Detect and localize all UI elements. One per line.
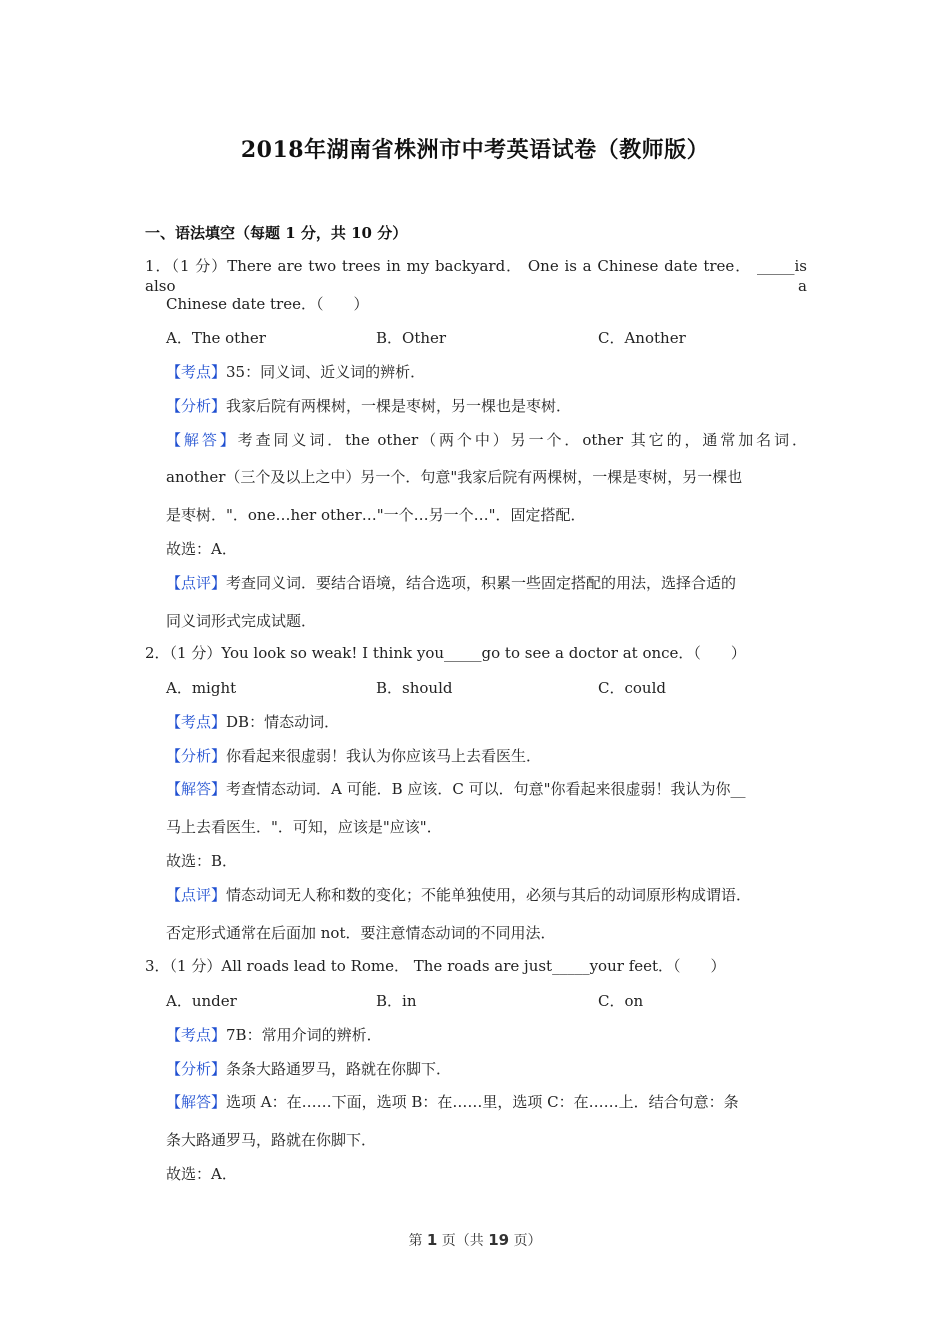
kaodian-tag: 【考点】 xyxy=(166,363,227,381)
jieda-tag: 【解答】 xyxy=(166,431,238,449)
fenxi-tag: 【分析】 xyxy=(166,397,227,415)
footer-page-number: 1 xyxy=(426,1231,438,1249)
q1-jieda-text1: 考查同义词．the other（两个中）另一个．other 其它的，通常加名词． xyxy=(237,431,807,449)
q1-dianping-line2: 同义词形式完成试题． xyxy=(166,612,317,630)
q3-kaodian-text: 7B：常用介词的辨析． xyxy=(226,1026,382,1044)
fenxi-tag: 【分析】 xyxy=(166,747,227,765)
q1-dianping-text1: 考查同义词．要结合语境，结合选项，积累一些固定搭配的用法，选择合适的 xyxy=(226,574,737,592)
q3-fenxi xyxy=(166,1059,451,1079)
q2-option-a: A．might xyxy=(166,679,237,697)
q1-option-c: C．Another xyxy=(598,329,686,347)
q1-kaodian-text: 35：同义词、近义词的辨析． xyxy=(226,363,426,381)
footer-total-pages: 19 xyxy=(488,1231,510,1249)
q1-answer: 故选：A． xyxy=(166,540,237,558)
footer-middle: 页（共 xyxy=(441,1233,484,1249)
q2-dianping-line2: 否定形式通常在后面加 not．要注意情态动词的不同用法． xyxy=(166,924,556,942)
q3-jieda-line1 xyxy=(166,1092,739,1112)
q2-dianping-text1: 情态动词无人称和数的变化；不能单独使用，必须与其后的动词原形构成谓语． xyxy=(226,886,752,904)
q3-jieda-text1: 选项 A：在……下面，选项 B：在……里，选项 C：在……上．结合句意：条 xyxy=(226,1093,739,1111)
footer-suffix: 页） xyxy=(513,1233,542,1249)
q3-option-b: B．in xyxy=(376,992,417,1010)
q2-fenxi-text: 你看起来很虚弱！我认为你应该马上去看医生． xyxy=(226,747,542,765)
q1-jieda-line1 xyxy=(166,430,807,450)
jieda-tag: 【解答】 xyxy=(166,1093,227,1111)
q3-option-a: A．under xyxy=(166,992,237,1010)
page-footer xyxy=(0,1230,950,1250)
q3-answer: 故选：A． xyxy=(166,1165,237,1183)
q2-jieda-line1 xyxy=(166,779,746,799)
q2-stem-line1: 2．（1 分）You look so weak! I think you_____go to see a doctor at once．（ ） xyxy=(145,644,746,662)
q1-jieda-line3: 是枣树．"．one…her other…"一个…另一个…"．固定搭配． xyxy=(166,506,586,524)
q2-kaodian-text: DB：情态动词． xyxy=(226,713,340,731)
q3-option-c: C．on xyxy=(598,992,644,1010)
q3-kaodian xyxy=(166,1025,382,1045)
q1-stem-line1: 1．（1 分）There are two trees in my backyard． One is a Chinese date tree． _____is also a xyxy=(145,257,807,295)
section-header: 一、语法填空（每题 1 分，共 10 分） xyxy=(145,224,408,242)
q2-jieda-line2: 马上去看医生．"．可知，应该是"应该"． xyxy=(166,818,442,836)
jieda-tag: 【解答】 xyxy=(166,780,227,798)
q1-dianping-line1 xyxy=(166,573,736,593)
q2-fenxi xyxy=(166,746,541,766)
q2-option-b: B．should xyxy=(376,679,453,697)
document-title: 2018年湖南省株洲市中考英语试卷（教师版） xyxy=(240,137,710,163)
q2-jieda-text1: 考查情态动词．A 可能．B 应该．C 可以．句意"你看起来很虚弱！我认为你__ xyxy=(226,780,746,798)
fenxi-tag: 【分析】 xyxy=(166,1060,227,1078)
q1-option-a: A．The other xyxy=(166,329,266,347)
dianping-tag: 【点评】 xyxy=(166,886,227,904)
footer-prefix: 第 xyxy=(408,1233,423,1249)
q1-fenxi-text: 我家后院有两棵树，一棵是枣树，另一棵也是枣树． xyxy=(226,397,572,415)
q2-dianping-line1 xyxy=(166,885,751,905)
dianping-tag: 【点评】 xyxy=(166,574,227,592)
q3-stem-line1: 3．（1 分）All roads lead to Rome． The roads are just_____your feet．（ ） xyxy=(145,957,726,975)
kaodian-tag: 【考点】 xyxy=(166,1026,227,1044)
q1-stem-line2: Chinese date tree．（ ） xyxy=(166,295,369,313)
q1-kaodian xyxy=(166,362,425,382)
q2-answer: 故选：B． xyxy=(166,852,238,870)
q3-fenxi-text: 条条大路通罗马，路就在你脚下． xyxy=(226,1060,452,1078)
kaodian-tag: 【考点】 xyxy=(166,713,227,731)
q3-jieda-line2: 条大路通罗马，路就在你脚下． xyxy=(166,1131,377,1149)
q1-option-b: B．Other xyxy=(376,329,447,347)
q2-option-c: C．could xyxy=(598,679,666,697)
q1-fenxi xyxy=(166,396,571,416)
q1-jieda-line2: another（三个及以上之中）另一个．句意"我家后院有两棵树，一棵是枣树，另一棵也 xyxy=(166,468,743,486)
q2-kaodian xyxy=(166,712,339,732)
